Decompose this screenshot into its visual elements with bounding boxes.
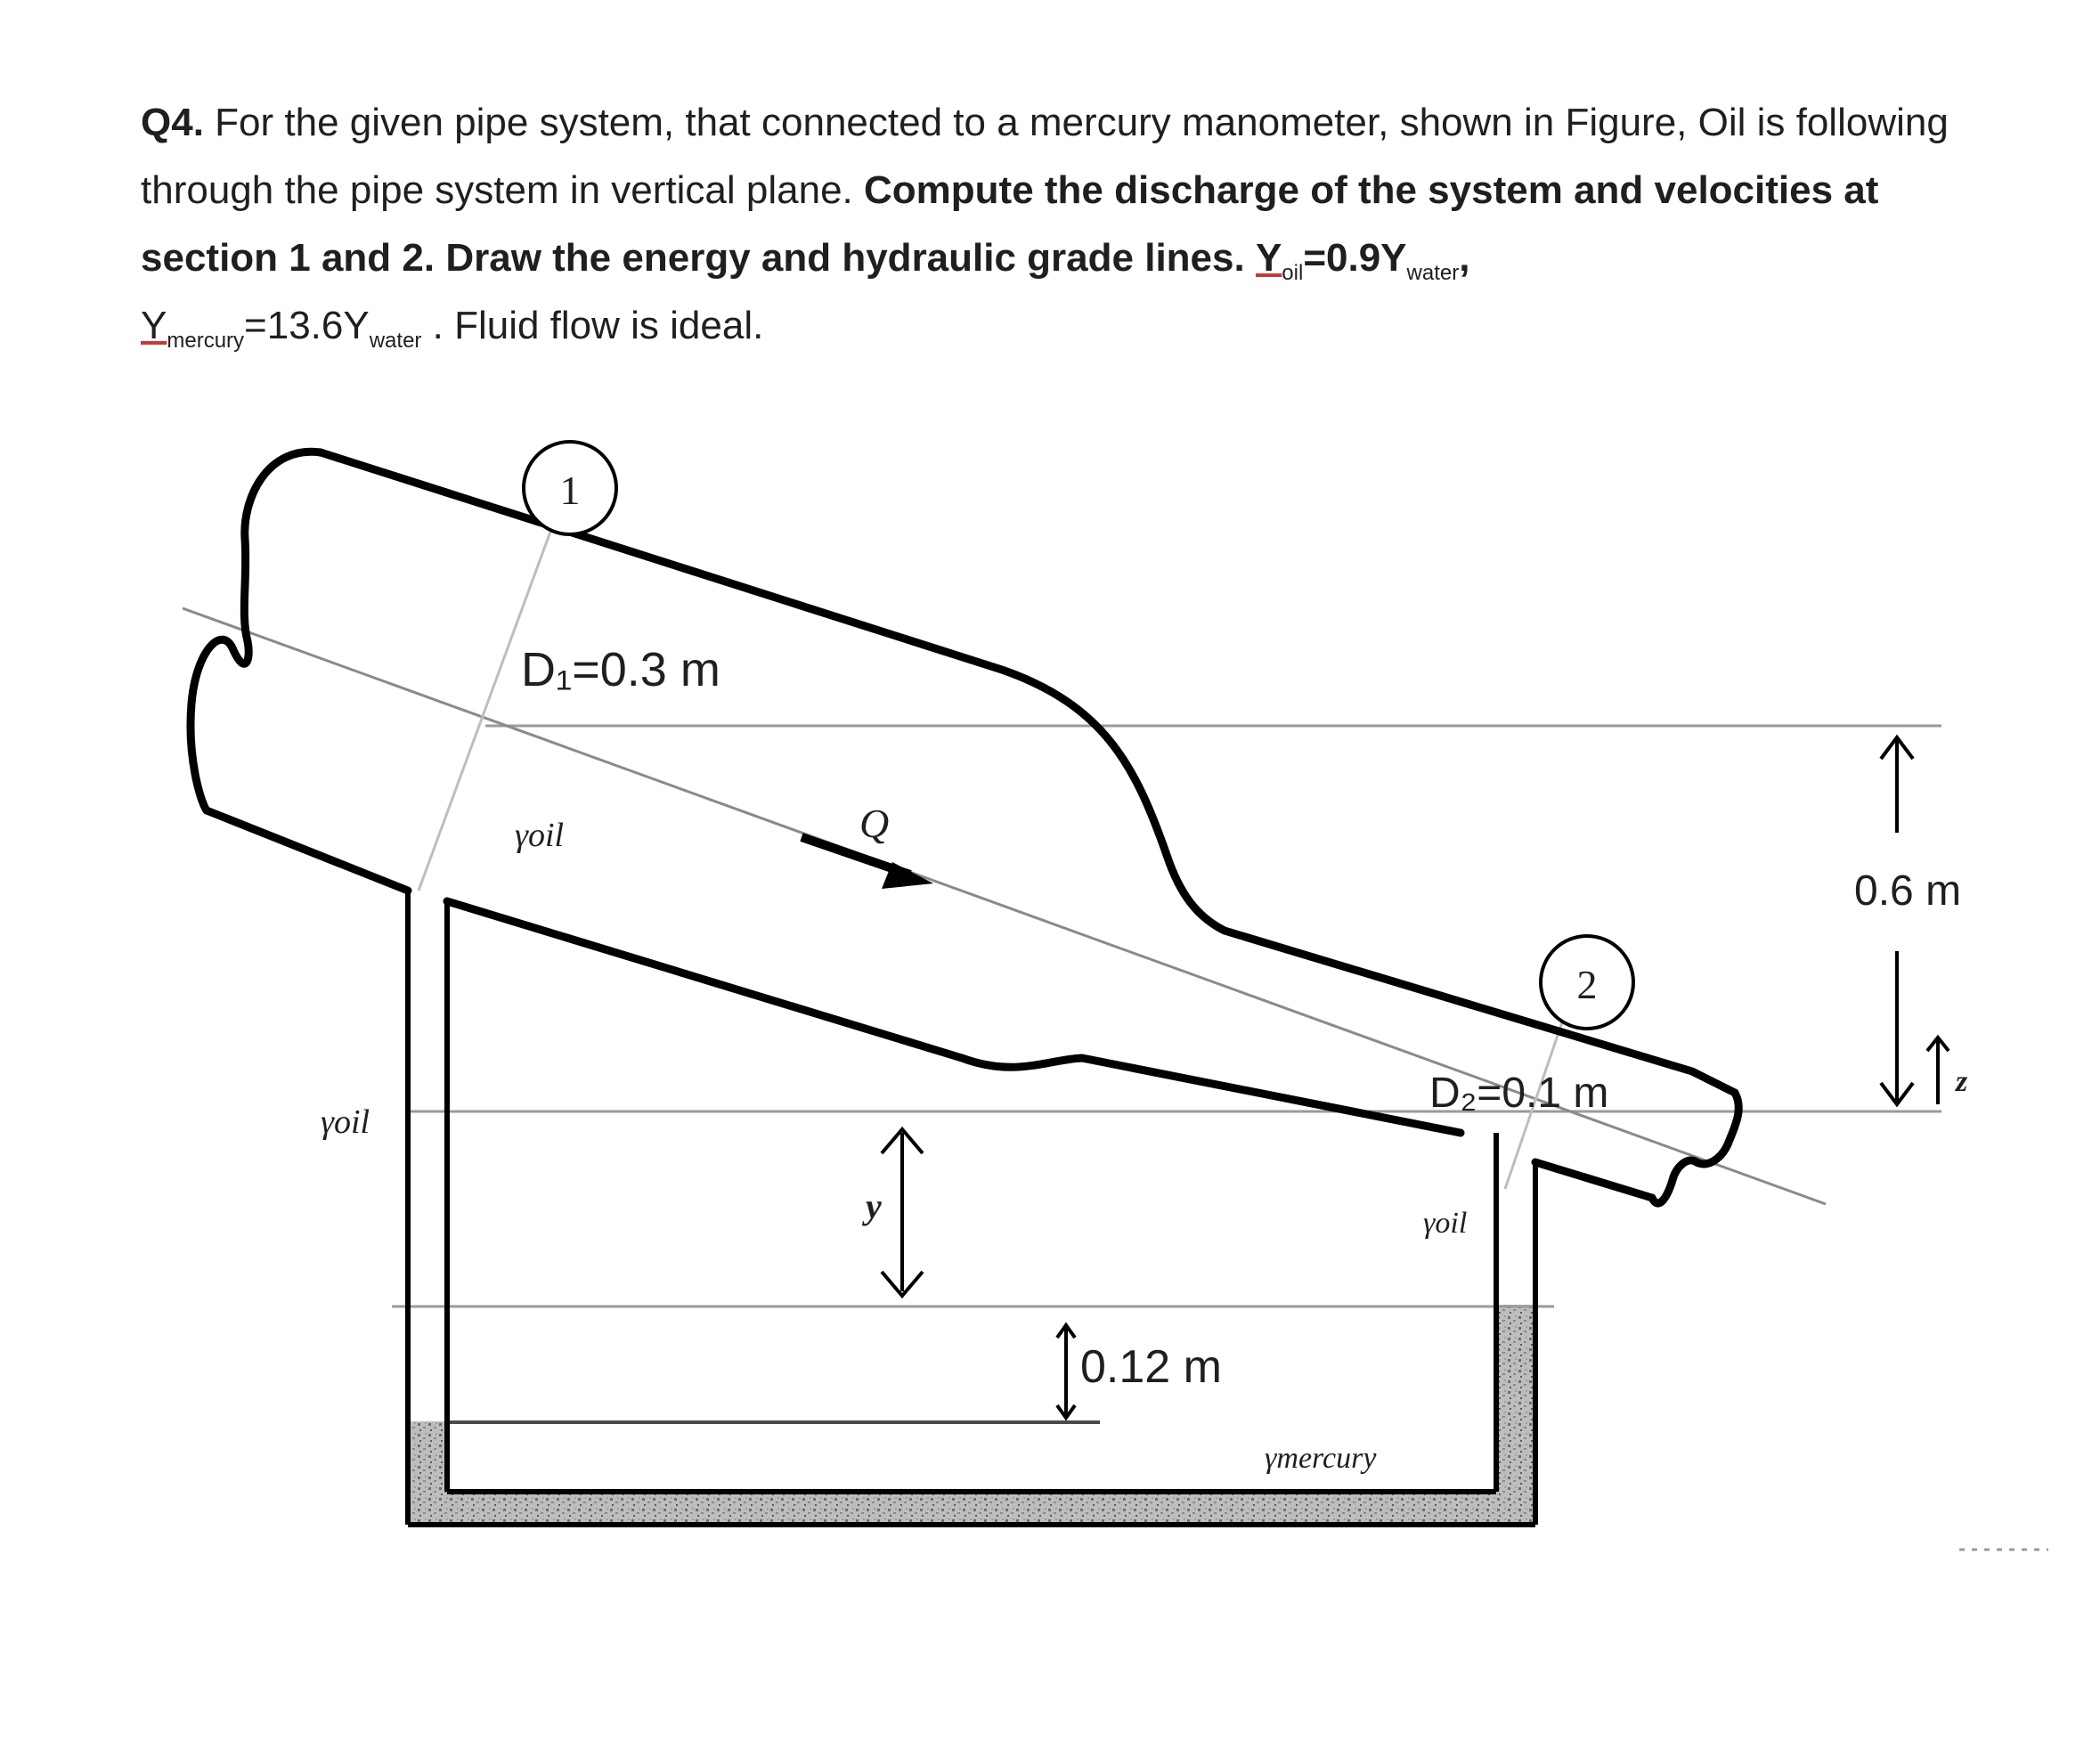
gamma-mercury-value-sub: water [369,328,422,353]
gamma-oil-tail: , [1459,236,1470,280]
oil-label-right: γoil [1423,1207,1468,1240]
pipe-bottom-wall-right [1535,1162,1652,1198]
question-tail: . Fluid flow is ideal. [421,304,764,347]
gamma-mercury-value: =13.6Υ [244,304,370,347]
mercury-drop-label: 0.12 m [1080,1341,1222,1393]
y-dimension-arrow [882,1129,923,1296]
y-label: y [866,1186,882,1226]
pipe-left-end [191,452,321,810]
question-task: Compute the discharge of the system and velocities at section 1 and 2. Draw the energy and hydraulic grade lines. [141,168,1879,280]
oil-label-pipe: γoil [515,817,565,854]
oil-label-left: γoil [321,1103,370,1141]
reference-lines [392,726,2048,1550]
mercury-drop-arrow [1057,1325,1075,1418]
pipe-top-wall [321,452,1735,1093]
height-dimension-arrow [1881,737,1913,1104]
height-label: 0.6 m [1854,867,1962,915]
pipe-right-end [1652,1093,1738,1203]
gamma-oil-value-sub: water [1406,260,1460,285]
d1-label: D₁=0.3 m [521,643,720,696]
gamma-mercury-symbol: $\Upsilon_{mercury}$ [141,304,245,353]
flow-label: Q [859,801,890,846]
gamma-oil-value: =0.9Υ [1303,236,1407,280]
mercury-label: γmercury [1265,1442,1377,1475]
question-intro: For the given pipe system, that connected to a mercury manometer, shown in Figure, Oil is following through the pipe system in vertical plane. [141,101,1949,212]
manometer [408,891,1535,1525]
section-2-label: 2 [1576,962,1598,1007]
question-number: Q4. [141,101,204,144]
d2-label: D₂=0.1 m [1429,1070,1609,1117]
z-label: z [1956,1065,1968,1098]
z-arrow [1927,1038,1949,1104]
pipe-bottom-wall-left [207,810,408,891]
gamma-oil-symbol: $\Upsilon_{oil}$ [1255,236,1304,285]
section-1-label: 1 [559,468,581,513]
